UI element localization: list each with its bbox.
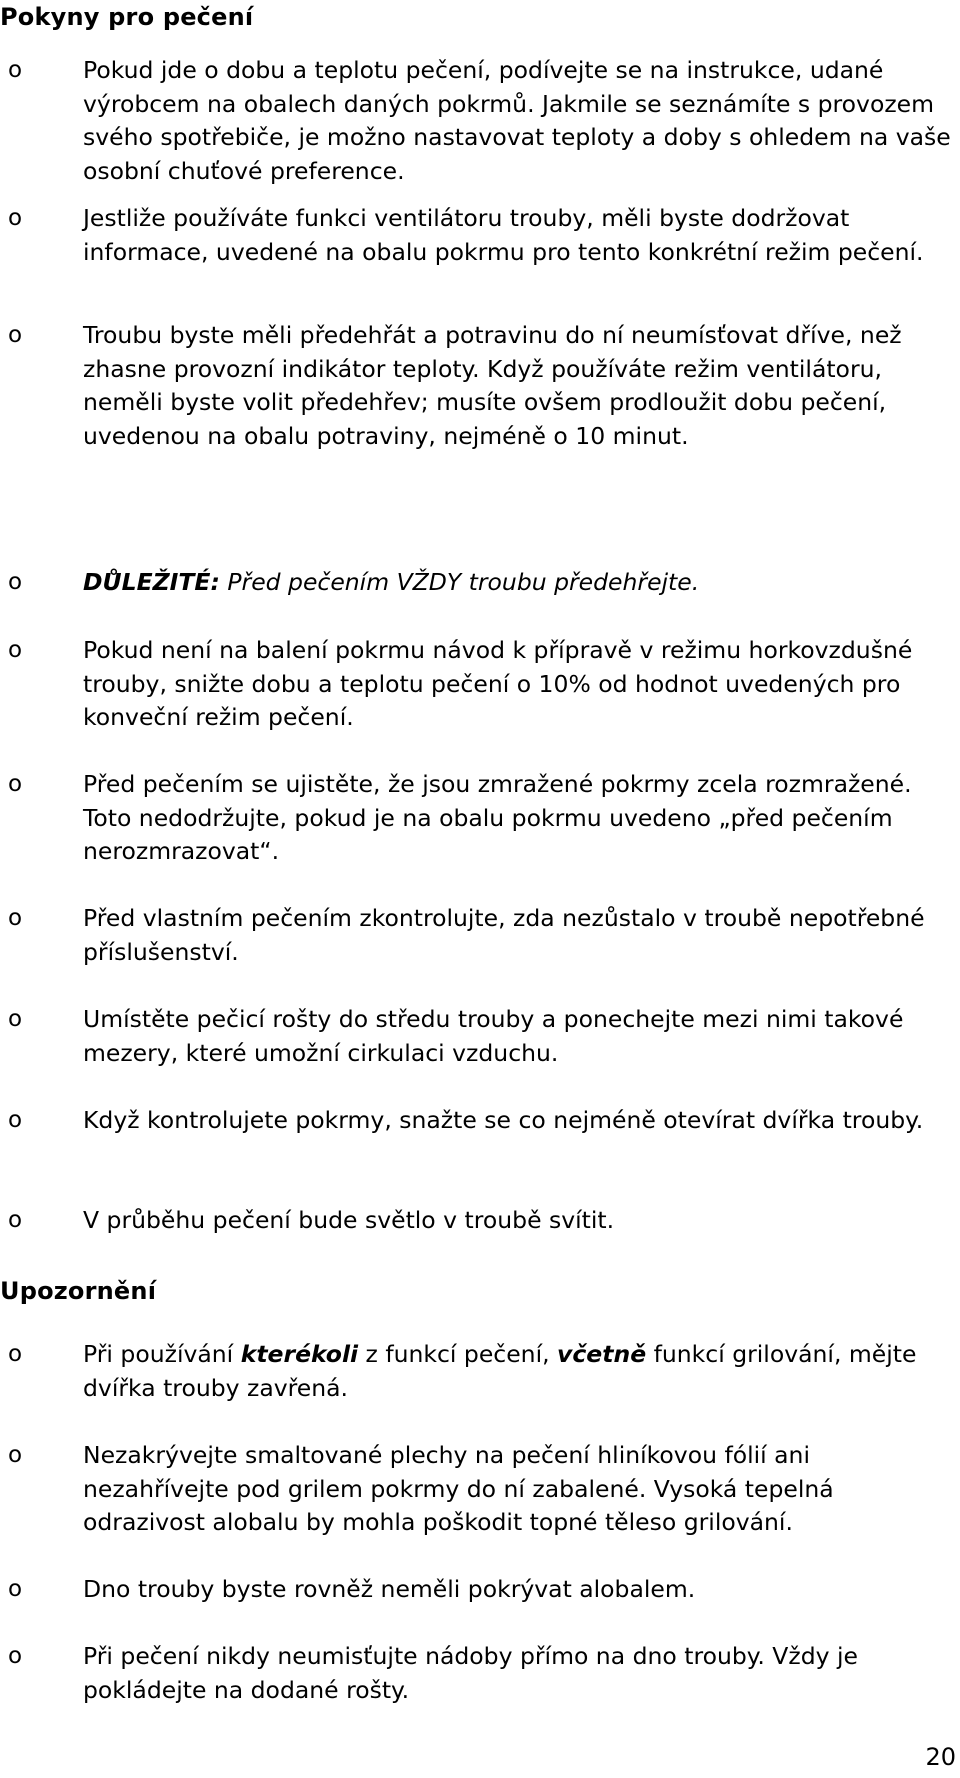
instruction-text: Pokud jde o dobu a teplotu pečení, podívejte se na instrukce, udané výrobcem na obalech daných pokrmů. Jakmile se seznámíte s provozem svého spotřebiče, je možno nastavovat teploty a doby s ohledem na vaše osobní chuťové preference. bbox=[83, 56, 951, 185]
instruction-text: Před pečením se ujistěte, že jsou zmražené pokrmy zcela rozmražené. Toto nedodržujte, pokud je na obalu pokrmu uvedeno „před pečením nerozmrazovat“. bbox=[83, 770, 912, 866]
warning-text: Při pečení nikdy neumisťujte nádoby přímo na dno trouby. Vždy je pokládejte na dodané rošty. bbox=[83, 1642, 858, 1704]
instruction-text: Jestliže používáte funkci ventilátoru trouby, měli byste dodržovat informace, uvedené na obalu pokrmu pro tento konkrétní režim pečení. bbox=[83, 204, 924, 266]
bullet-marker: o bbox=[8, 1207, 23, 1233]
bullet-marker: o bbox=[8, 569, 23, 595]
instruction-text: V průběhu pečení bude světlo v troubě svítit. bbox=[83, 1206, 615, 1234]
section-title-warnings: Upozornění bbox=[0, 1277, 157, 1305]
warning-text: Dno trouby byste rovněž neměli pokrývat alobalem. bbox=[83, 1575, 696, 1603]
bullet-marker: o bbox=[8, 322, 23, 348]
warning-text bbox=[83, 1338, 957, 1405]
bullet-marker: o bbox=[8, 905, 23, 931]
warning-text-part: z funkcí pečení, bbox=[358, 1340, 558, 1368]
emphasis-including: včetně bbox=[557, 1340, 647, 1368]
bullet-marker: o bbox=[8, 1442, 23, 1468]
bullet-marker: o bbox=[8, 57, 23, 83]
important-label: DŮLEŽITÉ: bbox=[83, 568, 220, 596]
instruction-text: Pokud není na balení pokrmu návod k přípravě v režimu horkovzdušné trouby, snižte dobu a teplotu pečení o 10% od hodnot uvedených pro konveční režim pečení. bbox=[83, 636, 913, 732]
page-number: 20 bbox=[925, 1743, 956, 1771]
instruction-text: Troubu byste měli předehřát a potravinu do ní neumísťovat dříve, než zhasne provozní indikátor teploty. Když používáte režim ventilátoru, neměli byste volit předehřev; musíte ovšem prodloužit dobu pečení, uvedenou na obalu potraviny, nejméně o 10 minut. bbox=[83, 321, 902, 450]
instruction-text: Když kontrolujete pokrmy, snažte se co nejméně otevírat dvířka trouby. bbox=[83, 1106, 924, 1134]
warning-text-part: funkcí grilování, mějte dvířka trouby zavřená. bbox=[83, 1340, 917, 1402]
bullet-marker: o bbox=[8, 1006, 23, 1032]
bullet-marker: o bbox=[8, 1341, 23, 1367]
bullet-marker: o bbox=[8, 1107, 23, 1133]
bullet-marker: o bbox=[8, 1643, 23, 1669]
warning-text: Nezakrývejte smaltované plechy na pečení hliníkovou fólií ani nezahřívejte pod grilem pokrmy do ní zabalené. Vysoká tepelná odrazivost alobalu by mohla poškodit topné těleso grilování. bbox=[83, 1441, 834, 1537]
bullet-marker: o bbox=[8, 771, 23, 797]
warning-text-part: Při používání bbox=[83, 1340, 241, 1368]
emphasis-any: kterékoli bbox=[240, 1340, 359, 1368]
bullet-marker: o bbox=[8, 637, 23, 663]
important-text: Před pečením VŽDY troubu předehřejte. bbox=[219, 568, 700, 596]
important-notice bbox=[83, 566, 957, 600]
instruction-text: Před vlastním pečením zkontrolujte, zda nezůstalo v troubě nepotřebné příslušenství. bbox=[83, 904, 925, 966]
bullet-marker: o bbox=[8, 1576, 23, 1602]
bullet-marker: o bbox=[8, 205, 23, 231]
section-title-baking: Pokyny pro pečení bbox=[0, 3, 254, 31]
instruction-text: Umístěte pečicí rošty do středu trouby a ponechejte mezi nimi takové mezery, které umožní cirkulaci vzduchu. bbox=[83, 1005, 904, 1067]
